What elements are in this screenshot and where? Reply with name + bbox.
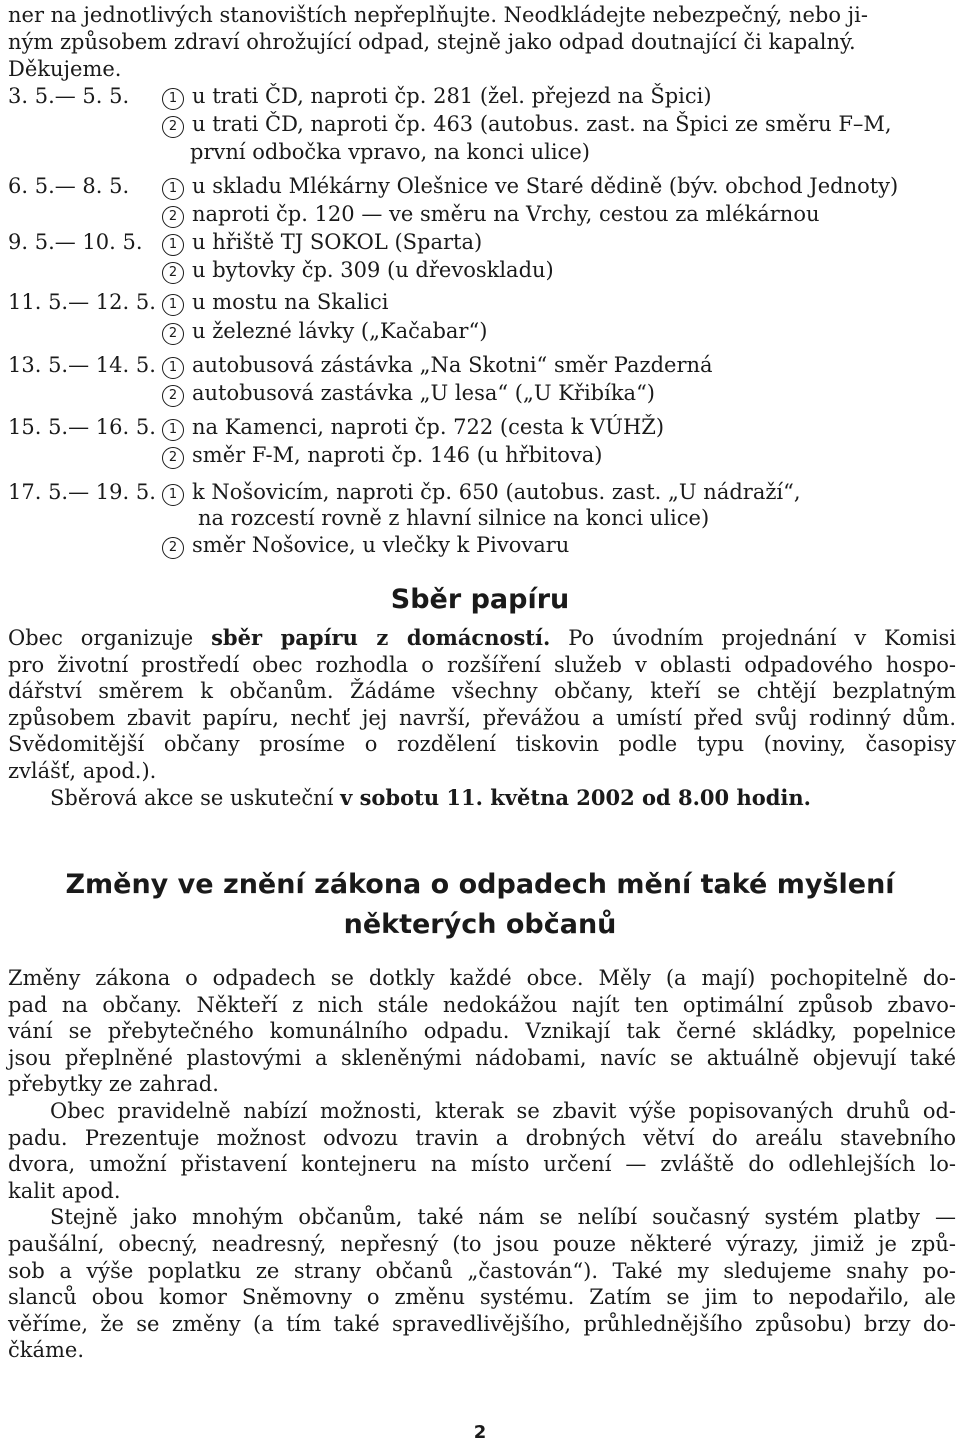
circled-one-marker: 1 (162, 234, 184, 256)
stop-text: na rozcestí rovně z hlavní silnice na konci ulice) (198, 506, 710, 530)
law-line: Obec pravidelně nabízí možnosti, kterak se zbavit výše popisovaných druhů od- (50, 1098, 956, 1123)
circled-two-marker: 2 (162, 537, 184, 559)
law-line: slanců obou komor Sněmovny o změnu systému. Zatím se jim to nepodařilo, ale (8, 1285, 956, 1310)
schedule-stop (162, 83, 712, 110)
schedule-stop (162, 414, 664, 441)
schedule-stop (162, 257, 554, 284)
circled-one-marker: 1 (162, 419, 184, 441)
paper-line: zvlášť, apod.). (8, 758, 157, 783)
law-line: Stejně jako mnohým občanům, také nám se nelíbí současný systém platby — (50, 1205, 956, 1230)
law-line: kalit apod. (8, 1178, 121, 1203)
schedule-date: 11. 5.— 12. 5. (8, 290, 156, 314)
page-number: 2 (473, 1422, 487, 1443)
intro-line: ným způsobem zdraví ohrožující odpad, stejně jako odpad doutnající či kapalný. (8, 30, 856, 54)
stop-text: první odbočka vpravo, na konci ulice) (190, 140, 590, 164)
law-line: Změny zákona o odpadech se dotkly každé obce. Měly (a mají) pochopitelně do- (8, 966, 956, 990)
circled-two-marker: 2 (162, 385, 184, 407)
schedule-date: 3. 5.— 5. 5. (8, 84, 130, 108)
circled-two-marker: 2 (162, 206, 184, 228)
bold-run: sběr papíru z domácností. (211, 625, 551, 650)
paper-line: Svědomitější občany prosíme o rozdělení tiskovin podle typu (noviny, časopisy (8, 732, 956, 757)
schedule-stop (162, 289, 388, 316)
schedule-date: 9. 5.— 10. 5. (8, 230, 143, 254)
schedule-stop (162, 442, 603, 469)
stop-text: u hřiště TJ SOKOL (Sparta) (192, 230, 483, 254)
text-run: Po úvodním projednání v Komisi (550, 626, 956, 650)
schedule-date: 15. 5.— 16. 5. (8, 415, 156, 439)
circled-one-marker: 1 (162, 357, 184, 379)
schedule-stop (162, 173, 898, 200)
law-line: jsou přeplněné plastovými a skleněnými nádobami, navíc se aktuálně objevují také (8, 1045, 956, 1070)
stop-text: u bytovky čp. 309 (u dřevoskladu) (192, 258, 554, 282)
intro-line: ner na jednotlivých stanovištích nepřeplňujte. Neodkládejte nebezpečný, nebo ji- (8, 3, 868, 27)
stop-text: autobusová zástávka „Na Skotni“ směr Pazderná (192, 353, 713, 377)
law-line: padu. Prezentuje možnost odvozu travin a drobných větví do areálu stavebního (8, 1125, 956, 1150)
stop-text: k Nošovicím, naproti čp. 650 (autobus. zast. „U nádraží“, (192, 480, 801, 504)
circled-two-marker: 2 (162, 447, 184, 469)
section-title-law-line2: některých občanů (343, 909, 617, 940)
circled-two-marker: 2 (162, 116, 184, 138)
law-line: čkáme. (8, 1338, 85, 1363)
law-line: paušální, obecný, neadresný, nepřesný (to jsou pouze některé výrazy, jimiž je způ- (8, 1231, 956, 1256)
schedule-stop (162, 479, 801, 506)
paper-line: způsobem zbavit papíru, nechť jej navrší, převážou a umístí před svůj rodinný dům. (8, 705, 956, 730)
schedule-stop (162, 380, 655, 407)
section-title-paper: Sběr papíru (390, 584, 570, 615)
schedule-stop (162, 111, 892, 138)
law-line: přebytky ze zahrad. (8, 1072, 219, 1097)
circled-two-marker: 2 (162, 262, 184, 284)
circled-one-marker: 1 (162, 178, 184, 200)
schedule-stop (162, 532, 569, 559)
stop-text: u trati ČD, naproti čp. 463 (autobus. zast. na Špici ze směru F–M, (192, 112, 892, 136)
stop-text: u skladu Mlékárny Olešnice ve Staré dědině (býv. obchod Jednoty) (192, 174, 899, 198)
schedule-stop (162, 201, 820, 228)
law-line: pad na občany. Někteří z nich stále nedokážou najít ten optimální způsob zbavo- (8, 992, 956, 1017)
paper-line: pro životní prostředí obec rozhodla o rozšíření služeb v oblasti odpadového hospo- (8, 652, 956, 677)
schedule-date: 17. 5.— 19. 5. (8, 480, 156, 504)
law-line: vání se přebytečného komunálního odpadu. Vznikají tak černé skládky, popelnice (8, 1019, 956, 1044)
schedule-date: 13. 5.— 14. 5. (8, 353, 156, 377)
circled-one-marker: 1 (162, 294, 184, 316)
law-line: dvora, umožní přistavení kontejneru na místo určení — zvláště do odlehlejších lo- (8, 1152, 956, 1177)
schedule-stop (162, 318, 487, 345)
section-title-law-line1: Změny ve znění zákona o odpadech mění také myšlení (65, 869, 895, 900)
schedule-stop (162, 229, 482, 256)
stop-text: u mostu na Skalici (192, 290, 389, 314)
paper-line (8, 785, 956, 812)
law-paragraph-1 (8, 965, 956, 1364)
bold-run: v sobotu 11. května 2002 od 8.00 hodin. (340, 784, 811, 810)
schedule-date: 6. 5.— 8. 5. (8, 174, 130, 198)
stop-text: naproti čp. 120 — ve směru na Vrchy, cestou za mlékárnou (192, 202, 820, 226)
paper-paragraph (8, 625, 956, 811)
text-run: Obec organizuje (8, 626, 212, 650)
intro-line: Děkujeme. (8, 57, 122, 81)
circled-two-marker: 2 (162, 323, 184, 345)
text-run: Sběrová akce se uskuteční (50, 785, 341, 810)
paper-line: dářství směrem k občanům. Žádáme všechny občany, kteří se chtějí bezplatným (8, 679, 956, 704)
stop-text: u železné lávky („Kačabar“) (192, 319, 488, 343)
circled-one-marker: 1 (162, 88, 184, 110)
schedule-stop (162, 352, 713, 379)
stop-text: na Kamenci, naproti čp. 722 (cesta k VÚHŽ) (192, 415, 665, 439)
circled-one-marker: 1 (162, 484, 184, 506)
law-line: věříme, že se změny (a tím také spravedlivějšího, průhlednějšího způsobu) brzy do- (8, 1311, 956, 1336)
law-line: sob a výše poplatku ze strany občanů „častován“). Také my sledujeme snahy po- (8, 1258, 956, 1283)
paper-line (8, 625, 956, 652)
stop-text: u trati ČD, naproti čp. 281 (žel. přejezd na Špici) (192, 84, 712, 108)
stop-text: směr F-M, naproti čp. 146 (u hřbitova) (192, 443, 603, 467)
stop-text: směr Nošovice, u vlečky k Pivovaru (192, 533, 570, 557)
stop-text: autobusová zastávka „U lesa“ („U Křibíka“) (192, 381, 656, 405)
